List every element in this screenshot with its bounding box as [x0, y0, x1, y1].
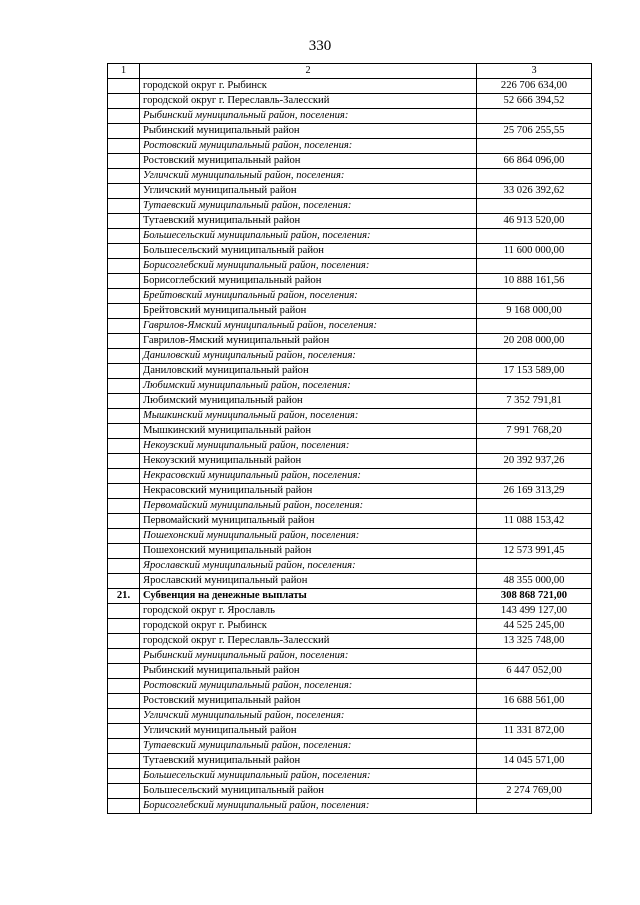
row-number	[108, 259, 140, 274]
table-row	[108, 79, 592, 94]
table-row	[108, 139, 592, 154]
row-number	[108, 409, 140, 424]
row-amount: 6 447 052,00	[477, 664, 592, 679]
column-header-amount: 3	[477, 64, 592, 79]
row-amount	[477, 649, 592, 664]
column-header-number: 1	[108, 64, 140, 79]
row-amount	[477, 199, 592, 214]
row-amount: 46 913 520,00	[477, 214, 592, 229]
table-row	[108, 484, 592, 499]
table-row	[108, 454, 592, 469]
row-name: городской округ г. Рыбинск	[140, 79, 477, 94]
table-row	[108, 184, 592, 199]
row-number	[108, 514, 140, 529]
row-name: Субвенция на денежные выплаты	[140, 589, 477, 604]
table-row	[108, 109, 592, 124]
row-number	[108, 484, 140, 499]
row-number	[108, 289, 140, 304]
row-name: Ростовский муниципальный район	[140, 154, 477, 169]
table-row	[108, 664, 592, 679]
table-row	[108, 409, 592, 424]
row-amount	[477, 229, 592, 244]
row-amount	[477, 469, 592, 484]
row-name: Тутаевский муниципальный район, поселения:	[140, 739, 477, 754]
row-number	[108, 739, 140, 754]
row-amount: 2 274 769,00	[477, 784, 592, 799]
row-name: Даниловский муниципальный район, поселения:	[140, 349, 477, 364]
table-row	[108, 544, 592, 559]
row-number	[108, 244, 140, 259]
table-row	[108, 289, 592, 304]
row-number	[108, 664, 140, 679]
row-amount: 7 352 791,81	[477, 394, 592, 409]
row-name: Первомайский муниципальный район	[140, 514, 477, 529]
table-row	[108, 574, 592, 589]
row-name: Любимский муниципальный район	[140, 394, 477, 409]
row-name: Ростовский муниципальный район, поселения:	[140, 139, 477, 154]
row-amount	[477, 499, 592, 514]
table-row	[108, 304, 592, 319]
table-row	[108, 784, 592, 799]
row-name: Ростовский муниципальный район	[140, 694, 477, 709]
row-amount: 13 325 748,00	[477, 634, 592, 649]
table-row	[108, 439, 592, 454]
row-amount: 20 392 937,26	[477, 454, 592, 469]
row-amount	[477, 739, 592, 754]
row-name: Любимский муниципальный район, поселения:	[140, 379, 477, 394]
table-row	[108, 559, 592, 574]
row-number	[108, 124, 140, 139]
row-number	[108, 619, 140, 634]
row-name: Пошехонский муниципальный район	[140, 544, 477, 559]
row-name: Некоузский муниципальный район	[140, 454, 477, 469]
table-row	[108, 499, 592, 514]
row-amount: 11 331 872,00	[477, 724, 592, 739]
table-row	[108, 634, 592, 649]
table-row	[108, 214, 592, 229]
page-number: 330	[308, 38, 332, 54]
row-number	[108, 379, 140, 394]
row-number	[108, 724, 140, 739]
table-row	[108, 349, 592, 364]
row-number	[108, 79, 140, 94]
row-name: Гаврилов-Ямский муниципальный район	[140, 334, 477, 349]
row-name: Борисоглебский муниципальный район, поселения:	[140, 259, 477, 274]
row-name: Первомайский муниципальный район, поселения:	[140, 499, 477, 514]
row-name: Ярославский муниципальный район, поселения:	[140, 559, 477, 574]
row-amount: 25 706 255,55	[477, 124, 592, 139]
row-name: Угличский муниципальный район	[140, 724, 477, 739]
table-row	[108, 424, 592, 439]
row-number	[108, 679, 140, 694]
table-row	[108, 229, 592, 244]
row-amount: 9 168 000,00	[477, 304, 592, 319]
row-amount: 7 991 768,20	[477, 424, 592, 439]
row-amount: 44 525 245,00	[477, 619, 592, 634]
table-row	[108, 199, 592, 214]
row-number	[108, 439, 140, 454]
row-amount: 143 499 127,00	[477, 604, 592, 619]
row-amount	[477, 289, 592, 304]
table-row	[108, 604, 592, 619]
table-row	[108, 754, 592, 769]
row-name: Брейтовский муниципальный район, поселения:	[140, 289, 477, 304]
table-row	[108, 124, 592, 139]
table-row	[108, 724, 592, 739]
row-number	[108, 604, 140, 619]
row-number	[108, 334, 140, 349]
row-amount: 52 666 394,52	[477, 94, 592, 109]
row-amount: 20 208 000,00	[477, 334, 592, 349]
row-number	[108, 649, 140, 664]
row-number	[108, 424, 140, 439]
table-row	[108, 394, 592, 409]
row-name: городской округ г. Переславль-Залесский	[140, 94, 477, 109]
table-row	[108, 514, 592, 529]
table-row	[108, 154, 592, 169]
row-amount	[477, 169, 592, 184]
row-name: Брейтовский муниципальный район	[140, 304, 477, 319]
row-number	[108, 274, 140, 289]
row-amount	[477, 139, 592, 154]
row-name: городской округ г. Рыбинск	[140, 619, 477, 634]
row-number	[108, 199, 140, 214]
table-row	[108, 259, 592, 274]
table-row	[108, 739, 592, 754]
row-name: Некоузский муниципальный район, поселения:	[140, 439, 477, 454]
row-amount	[477, 679, 592, 694]
row-number	[108, 154, 140, 169]
row-number	[108, 574, 140, 589]
table-row	[108, 244, 592, 259]
row-amount	[477, 439, 592, 454]
row-amount: 33 026 392,62	[477, 184, 592, 199]
row-amount	[477, 349, 592, 364]
table-row	[108, 379, 592, 394]
row-number	[108, 229, 140, 244]
row-number	[108, 109, 140, 124]
table-body	[108, 79, 592, 814]
row-number	[108, 169, 140, 184]
table-row	[108, 589, 592, 604]
row-name: Гаврилов-Ямский муниципальный район, поселения:	[140, 319, 477, 334]
row-amount	[477, 409, 592, 424]
row-number: 21.	[108, 589, 140, 604]
table-row	[108, 619, 592, 634]
table-row	[108, 334, 592, 349]
row-number	[108, 214, 140, 229]
table-row	[108, 799, 592, 814]
row-name: Большесельский муниципальный район, поселения:	[140, 229, 477, 244]
table-row	[108, 469, 592, 484]
column-header-name: 2	[140, 64, 477, 79]
row-name: Угличский муниципальный район	[140, 184, 477, 199]
row-name: Тутаевский муниципальный район, поселения:	[140, 199, 477, 214]
row-name: Большесельский муниципальный район	[140, 244, 477, 259]
row-name: Даниловский муниципальный район	[140, 364, 477, 379]
row-amount: 14 045 571,00	[477, 754, 592, 769]
row-name: Рыбинский муниципальный район, поселения:	[140, 109, 477, 124]
row-number	[108, 544, 140, 559]
row-name: Мышкинский муниципальный район, поселения:	[140, 409, 477, 424]
row-name: Рыбинский муниципальный район, поселения:	[140, 649, 477, 664]
row-number	[108, 784, 140, 799]
row-name: Борисоглебский муниципальный район	[140, 274, 477, 289]
row-number	[108, 754, 140, 769]
row-name: Угличский муниципальный район, поселения:	[140, 709, 477, 724]
table-row	[108, 769, 592, 784]
row-amount: 17 153 589,00	[477, 364, 592, 379]
row-number	[108, 559, 140, 574]
row-amount: 11 600 000,00	[477, 244, 592, 259]
table-row	[108, 274, 592, 289]
row-amount: 226 706 634,00	[477, 79, 592, 94]
row-name: Рыбинский муниципальный район	[140, 664, 477, 679]
row-name: Большесельский муниципальный район	[140, 784, 477, 799]
row-number	[108, 694, 140, 709]
table-row	[108, 169, 592, 184]
row-amount	[477, 559, 592, 574]
row-amount: 11 088 153,42	[477, 514, 592, 529]
row-name: Ярославский муниципальный район	[140, 574, 477, 589]
row-name: Некрасовский муниципальный район, поселения:	[140, 469, 477, 484]
row-number	[108, 529, 140, 544]
row-number	[108, 454, 140, 469]
row-number	[108, 319, 140, 334]
row-amount	[477, 709, 592, 724]
row-amount: 66 864 096,00	[477, 154, 592, 169]
table-row	[108, 364, 592, 379]
row-amount: 10 888 161,56	[477, 274, 592, 289]
row-number	[108, 769, 140, 784]
row-number	[108, 364, 140, 379]
row-number	[108, 394, 140, 409]
row-amount	[477, 109, 592, 124]
row-amount: 48 355 000,00	[477, 574, 592, 589]
row-name: Мышкинский муниципальный район	[140, 424, 477, 439]
row-number	[108, 634, 140, 649]
row-amount: 308 868 721,00	[477, 589, 592, 604]
table-row	[108, 529, 592, 544]
row-number	[108, 184, 140, 199]
row-amount: 16 688 561,00	[477, 694, 592, 709]
row-number	[108, 94, 140, 109]
row-name: Борисоглебский муниципальный район, поселения:	[140, 799, 477, 814]
table-header-row	[108, 64, 592, 79]
row-number	[108, 349, 140, 364]
row-number	[108, 499, 140, 514]
row-amount: 26 169 313,29	[477, 484, 592, 499]
row-number	[108, 799, 140, 814]
table-row	[108, 679, 592, 694]
row-name: Некрасовский муниципальный район	[140, 484, 477, 499]
table-row	[108, 709, 592, 724]
row-name: Ростовский муниципальный район, поселения:	[140, 679, 477, 694]
row-name: городской округ г. Ярославль	[140, 604, 477, 619]
row-amount: 12 573 991,45	[477, 544, 592, 559]
row-name: Тутаевский муниципальный район	[140, 214, 477, 229]
table-row	[108, 94, 592, 109]
row-amount	[477, 319, 592, 334]
row-amount	[477, 799, 592, 814]
row-name: Рыбинский муниципальный район	[140, 124, 477, 139]
table-row	[108, 694, 592, 709]
row-name: Тутаевский муниципальный район	[140, 754, 477, 769]
row-number	[108, 304, 140, 319]
row-name: Угличский муниципальный район, поселения:	[140, 169, 477, 184]
row-amount	[477, 379, 592, 394]
row-number	[108, 709, 140, 724]
row-name: Большесельский муниципальный район, поселения:	[140, 769, 477, 784]
row-number	[108, 469, 140, 484]
table-row	[108, 319, 592, 334]
row-number	[108, 139, 140, 154]
table-row	[108, 649, 592, 664]
row-name: Пошехонский муниципальный район, поселения:	[140, 529, 477, 544]
row-amount	[477, 529, 592, 544]
budget-table	[107, 63, 592, 814]
row-amount	[477, 259, 592, 274]
row-name: городской округ г. Переславль-Залесский	[140, 634, 477, 649]
row-amount	[477, 769, 592, 784]
